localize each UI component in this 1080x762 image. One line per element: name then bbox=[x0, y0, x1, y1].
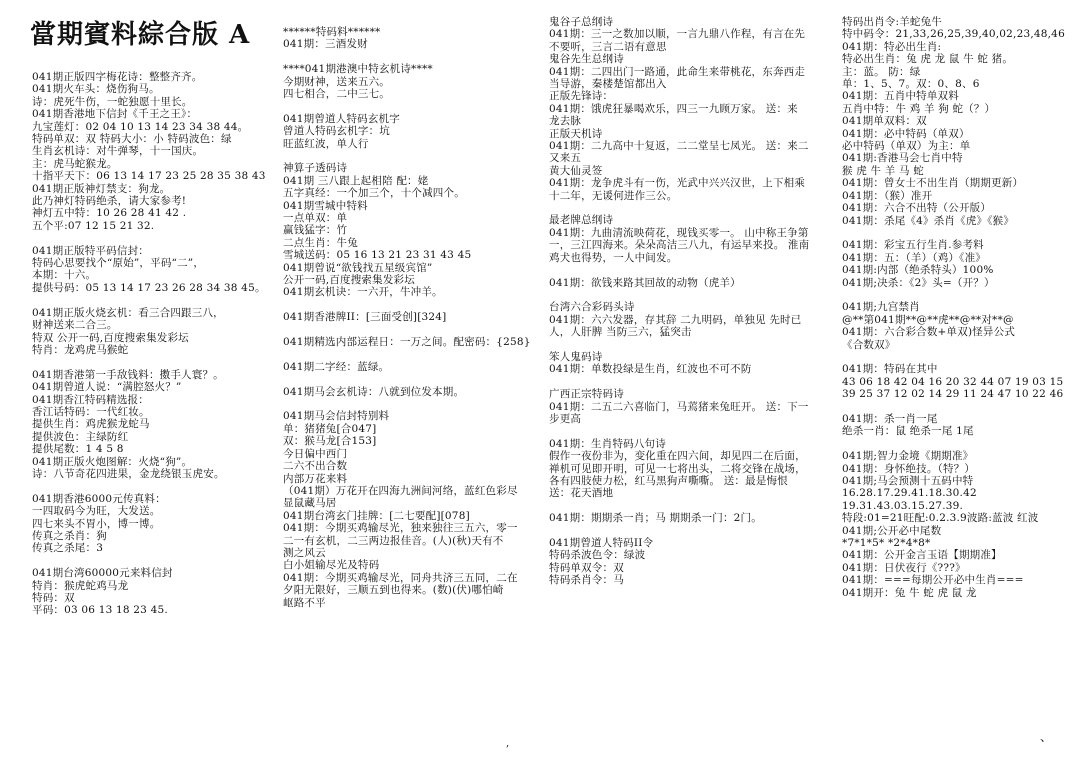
text-line: 十指平天下：06 13 14 17 23 25 28 35 38 43 bbox=[32, 170, 266, 183]
text-line: 必中特码（单双）为主：单 bbox=[842, 140, 971, 153]
text-line: 五个平:07 12 15 21 32. bbox=[32, 219, 155, 232]
text-line: 五肖中特：牛 鸡 羊 狗 蛇（？） bbox=[842, 102, 996, 115]
text-line: 特码：双 bbox=[32, 591, 75, 604]
text-line: 笨人鬼码诗 bbox=[549, 350, 603, 363]
text-line: 041期;决杀：《2》头=（开？） bbox=[842, 276, 995, 289]
spacer bbox=[283, 100, 531, 112]
spacer bbox=[32, 555, 266, 567]
text-line: *7*1*5* *2*4*8* bbox=[842, 536, 931, 549]
spacer bbox=[32, 356, 266, 368]
text-line: 041期雪城中特料 bbox=[283, 199, 368, 212]
text-line: @**第041期**@**虎**@**对**@ bbox=[842, 313, 1014, 326]
text-line: 041期：饿虎狂暴喝欢乐，四三一九顾万家。 送：来 bbox=[549, 102, 798, 115]
text-line: 041期正版神灯禁支：狗龙。 bbox=[32, 182, 171, 195]
text-line: 鬼谷子总纲诗 bbox=[549, 16, 614, 28]
text-line: 此乃神灯特码绝杀，请大家参考! bbox=[32, 195, 187, 208]
text-line: ****041期港澳中特玄机诗**** bbox=[283, 63, 433, 76]
text-line: 公开一码,百度搜索集发彩坛 bbox=[283, 274, 415, 287]
text-line: 单：猪猪兔[合047] bbox=[283, 422, 377, 435]
text-line: 041期：六六发器，存其辞 二九明码，单独见 先时已 bbox=[549, 313, 802, 326]
text-line: 041期：公开金言玉语【期期准】 bbox=[842, 549, 1002, 562]
text-line: 041期：六合彩合数+单双)怪异公式 bbox=[842, 326, 1016, 339]
text-line: 041期：欲钱来路其回故的动物（虎羊） bbox=[549, 276, 741, 289]
text-line: 当导游，秦楼楚馆都出入 bbox=[549, 78, 667, 91]
text-line: 041期香江特码精选报： bbox=[32, 393, 149, 406]
text-line: 一点单双：单 bbox=[283, 212, 348, 225]
text-line: 041期：曾女士不出生肖（期期更新） bbox=[842, 177, 1024, 190]
text-line: 特中码令：21,33,26,25,39,40,02,23,48,46 bbox=[842, 28, 1065, 41]
text-line: 传真之杀肖：狗 bbox=[32, 529, 107, 542]
spacer bbox=[32, 294, 266, 306]
text-line: 不要听，三言二语有意思 bbox=[549, 40, 667, 53]
text-line: 今日偏中西门 bbox=[283, 447, 348, 460]
text-line: 041期：身怀绝技。（特？） bbox=[842, 462, 976, 475]
text-line: 041期：特码在其中 bbox=[842, 363, 938, 376]
text-line: 特码杀肖令：马 bbox=[549, 574, 624, 587]
text-line: 今期财神，送来五六。 bbox=[283, 75, 390, 88]
text-line: 一四取码今为旺，大发送。 bbox=[32, 505, 161, 518]
text-line: 041期：二九高中十复返，二二堂呈七凤光。 送：来二 bbox=[549, 140, 809, 153]
text-line: 又来五 bbox=[549, 152, 582, 165]
text-line: 单：1、5、7。双：0、8、6 bbox=[842, 78, 980, 91]
spacer bbox=[283, 398, 531, 410]
column-4 bbox=[842, 16, 1065, 599]
text-line: 《合数双》 bbox=[842, 338, 896, 351]
text-line: 041期;智力金境《期期准》 bbox=[842, 450, 974, 463]
text-line: 041期马会玄机诗：八就到位发本期。 bbox=[283, 385, 465, 398]
text-line: 特肖：龙鸡虎马猴蛇 bbox=[32, 343, 129, 356]
text-line: 本期：十六。 bbox=[32, 269, 97, 282]
text-line: 神灯五中特：10 26 28 41 42 . bbox=[32, 207, 187, 220]
text-line: 诗：八节奇花四进果，金龙绕银玉虎安。 bbox=[32, 467, 225, 480]
text-line: 041期香港地下信封《千王之王》： bbox=[32, 108, 198, 121]
text-line: 赢钱猛字：竹 bbox=[283, 224, 348, 237]
text-line: 16.28.17.29.41.18.30.42 bbox=[842, 487, 977, 500]
spacer bbox=[283, 299, 531, 311]
scan-mark: 、 bbox=[1040, 730, 1053, 744]
text-line: 041期曾道人说：“满腔怒火？” bbox=[32, 381, 182, 394]
text-line: 041期：日伏夜行《???》 bbox=[842, 561, 966, 574]
text-line: 猴 虎 牛 羊 马 蛇 bbox=[842, 164, 924, 177]
text-line: 041期：二五二六喜临门，马蔫猪来兔旺开。 送：下一 bbox=[549, 400, 809, 413]
text-line: 041期:内部（绝杀特头）100% bbox=[842, 264, 994, 277]
text-line: 041期香港第一手敌钱料：擞手人寰？。 bbox=[32, 368, 224, 381]
text-line: 041期单双料：双 bbox=[842, 115, 927, 128]
text-line: 特码单双：双 特码大小：小 特码波色：绿 bbox=[32, 133, 232, 146]
text-line: 041期：三酒发财 bbox=[283, 38, 368, 51]
text-line: 绝杀一肖：鼠 绝杀一尾 1尾 bbox=[842, 425, 974, 438]
text-line: 041期曾道人特码II令 bbox=[549, 536, 654, 549]
text-line: 平码：03 06 13 18 23 45. bbox=[32, 604, 168, 617]
text-line: 十二年，无谖何进作三公。 bbox=[549, 189, 678, 202]
text-line: （041期）万花开在四海九洲间河络，蓝红色彩尽 bbox=[283, 484, 518, 497]
text-line: 041期：五：（羊）（鸡）《准》 bbox=[842, 251, 986, 264]
text-line: 43 06 18 42 04 16 20 32 44 07 19 03 15 bbox=[842, 375, 1064, 388]
text-line: 最老牌总纲诗 bbox=[549, 214, 614, 227]
text-line: 白小姐输尽光及特码 bbox=[283, 559, 380, 572]
text-line: 041期曾道人特码玄机字 bbox=[283, 112, 400, 125]
text-line: 特码杀波色令：绿波 bbox=[549, 549, 646, 562]
text-line: 禅机可见即开明，可见一七将出头，二将交锋在战场， bbox=[549, 462, 806, 475]
text-line: 正版天机诗 bbox=[549, 127, 603, 140]
text-line: 香江话特码：一代红妆。 bbox=[32, 405, 150, 418]
text-line: 显鼠藏马居 bbox=[283, 497, 337, 510]
text-line: 041期正版火炮图解：火烧“狗”。 bbox=[32, 455, 193, 468]
spacer bbox=[842, 289, 1065, 301]
text-line: 提供号码：05 13 14 17 23 26 28 34 38 45。 bbox=[32, 281, 266, 294]
text-line: 神算子透码诗 bbox=[283, 162, 348, 175]
text-line: 19.31.43.03.15.27.39. bbox=[842, 499, 964, 512]
text-line: 041期：生肖特码八句诗 bbox=[549, 437, 666, 450]
text-line: 041期精选内部运程日：一万之间。配密码：{258} bbox=[283, 336, 531, 349]
text-line: 生肖玄机诗：对牛弹琴，十一国庆。 bbox=[32, 145, 204, 158]
text-line: 四七相合，二中三七。 bbox=[283, 88, 390, 101]
spacer bbox=[549, 289, 809, 301]
text-line: 诗：虎死牛伤，一蛇独愿十里长。 bbox=[32, 95, 193, 108]
spacer bbox=[549, 425, 809, 437]
spacer bbox=[842, 227, 1065, 239]
text-line: 041期:香港马会七肖中特 bbox=[842, 152, 963, 165]
text-line: 041期：（猴）准开 bbox=[842, 189, 933, 202]
spacer bbox=[32, 480, 266, 492]
text-line: 041期正版火烧玄机：看三合四跟三八， bbox=[32, 306, 224, 319]
column-1 bbox=[32, 71, 266, 617]
spacer bbox=[283, 324, 531, 336]
text-line: 鬼谷先生总纲诗 bbox=[549, 53, 624, 66]
text-line: 041期：九曲清流映荷花，现钱买零一。 山中称王争第 bbox=[549, 226, 809, 239]
spacer bbox=[549, 376, 809, 388]
page-title: 當期賓料綜合版 A bbox=[30, 20, 251, 50]
text-line: 步更高 bbox=[549, 412, 582, 425]
text-line: 广西正宗特码诗 bbox=[549, 388, 624, 401]
text-line: 九宝莲灯：02 04 10 13 14 23 34 38 44。 bbox=[32, 120, 249, 133]
text-line: 041期：特必出生肖: bbox=[842, 40, 942, 53]
text-line: 041期：龙争虎斗有一伤，光武中兴兴汉世，上下相乘 bbox=[549, 177, 806, 190]
text-line: 041期：五肖中特单双料 bbox=[842, 90, 959, 103]
text-line: 鸡犬也得势，一人中间发。 bbox=[549, 251, 678, 264]
text-line: 主：虎马蛇猴龙。 bbox=[32, 157, 118, 170]
text-line: 人，人肝脾 当防三六，猛突击 bbox=[549, 326, 692, 339]
text-line: 特码心思要找个“原始”，平码“二”， bbox=[32, 257, 205, 270]
spacer bbox=[549, 525, 809, 537]
text-line: 041期：今期买鸡输尽光，独来独往三五六，零一 bbox=[283, 522, 518, 535]
text-line: 041期正版四字梅花诗：整整齐齐。 bbox=[32, 71, 203, 83]
text-line: 台湾六合彩码头诗 bbox=[549, 301, 635, 314]
spacer bbox=[549, 339, 809, 351]
text-line: 特段:01=21旺配:0.2.3.9波路:蓝波 红波 bbox=[842, 512, 1039, 525]
text-line: 041期：六合不出特（公开版） bbox=[842, 202, 992, 215]
text-line: 特码出肖令:羊蛇兔牛 bbox=[842, 16, 943, 28]
text-line: 041期香港6000元传真料： bbox=[32, 492, 166, 505]
text-line: 各有四肢使力松，红马黑狗声嘶嘶。 送：最是悔恨 bbox=[549, 474, 788, 487]
text-line: 041期香港牌II：[三面受创][324] bbox=[283, 311, 447, 324]
text-line: 041期二字经：蓝绿。 bbox=[283, 360, 390, 373]
text-line: 送：花天酒地 bbox=[549, 487, 614, 500]
text-line: 041期：必中特码（单双） bbox=[842, 127, 970, 140]
spacer bbox=[283, 373, 531, 385]
text-line: 黄大仙灵签 bbox=[549, 164, 603, 177]
text-line: 041期：今期买鸡输尽光，同舟共济三五同，二在 bbox=[283, 571, 518, 584]
text-line: 041期;马会预测十五码中特 bbox=[842, 474, 974, 487]
text-line: 39 25 37 12 02 14 29 11 24 47 10 22 46 bbox=[842, 388, 1064, 401]
text-line: 041期：三一之数加以顺，一言九鼎八作程，有言在先 bbox=[549, 28, 806, 41]
text-line: 提供尾数：1 4 5 8 bbox=[32, 443, 124, 456]
spacer bbox=[283, 51, 531, 63]
spacer bbox=[549, 264, 809, 276]
text-line: 五字真经：一个加三个，十个减四个。 bbox=[283, 187, 465, 200]
text-line: ******特码料****** bbox=[283, 26, 381, 38]
text-line: 特必出生肖：兔 虎 龙 鼠 牛 蛇 猪。 bbox=[842, 53, 1014, 66]
text-line: 岖路不平 bbox=[283, 596, 326, 609]
spacer bbox=[842, 438, 1065, 450]
text-line: 041期：杀尾《4》杀肖《虎》《猴》 bbox=[842, 214, 1015, 227]
text-line: 041期台湾玄门挂牌：[二七要配][078] bbox=[283, 509, 470, 522]
text-line: 提供波色：主绿防红 bbox=[32, 430, 129, 443]
text-line: 041期：彩宝五行生肖.参考料 bbox=[842, 239, 984, 252]
text-line: 041期开：兔 牛 蛇 虎 鼠 龙 bbox=[842, 586, 977, 599]
text-line: 041期：期期杀一肖；马 期期杀一门：2门。 bbox=[549, 512, 762, 525]
text-line: 二点生肖：牛兔 bbox=[283, 236, 358, 249]
column-3 bbox=[549, 16, 809, 587]
text-line: 财神送来二合三。 bbox=[32, 319, 118, 332]
text-line: 雪城送码：05 16 13 21 23 31 43 45 bbox=[283, 249, 472, 262]
text-line: 主：蓝。 防：绿 bbox=[842, 65, 921, 78]
spacer bbox=[283, 150, 531, 162]
text-line: 041期：单数投绿是生肖，红波也不可不防 bbox=[549, 363, 752, 376]
text-line: 041期：二四出门一路通，此命生来带桃花，东奔西走 bbox=[549, 65, 806, 78]
text-line: 传真之杀尾：3 bbox=[32, 542, 104, 555]
text-line: 正版先锋诗： bbox=[549, 90, 614, 103]
text-line: 内部万花来料 bbox=[283, 472, 348, 485]
text-line: 041期玄机诀：一六开，牛冲羊。 bbox=[283, 286, 443, 299]
text-line: 041期台湾60000元来料信封 bbox=[32, 567, 173, 580]
text-line: 夕阳无限好，三顺五到也得来。(数)(伏)哪怕崎 bbox=[283, 584, 504, 597]
text-line: 041期;九宫禁肖 bbox=[842, 301, 920, 314]
text-line: 提供生肖：鸡虎猴龙蛇马 bbox=[32, 418, 150, 431]
text-line: 一，三江四海来。朵朵高洁三八九，有运早来投。 淮南 bbox=[549, 239, 810, 252]
scan-mark: , bbox=[506, 738, 510, 749]
text-line: 041期：杀一肖一尾 bbox=[842, 412, 938, 425]
text-line: 测之风云 bbox=[283, 546, 326, 559]
spacer bbox=[32, 232, 266, 244]
text-line: 曾道人特码玄机字：坑 bbox=[283, 125, 390, 138]
text-line: 特双 公开一码,百度搜索集发彩坛 bbox=[32, 331, 189, 344]
text-line: 特肖：猴虎蛇鸡马龙 bbox=[32, 579, 129, 592]
spacer bbox=[549, 202, 809, 214]
text-line: 四七来头不胃小，博一博。 bbox=[32, 517, 161, 530]
text-line: 041期;公开必中尾数 bbox=[842, 524, 942, 537]
text-line: 二一有玄机，二三两边报佳音。(人)(秋)天有不 bbox=[283, 534, 504, 547]
text-line: 二六不出合数 bbox=[283, 460, 348, 473]
text-line: 特码单双令：双 bbox=[549, 561, 624, 574]
spacer bbox=[549, 500, 809, 512]
spacer bbox=[283, 348, 531, 360]
text-line: 假作一夜份非为，变化重在四六间，却见四二在后面， bbox=[549, 450, 806, 463]
text-line: 龙去脉 bbox=[549, 115, 582, 128]
spacer bbox=[842, 351, 1065, 363]
text-line: 旺蓝红波，单人行 bbox=[283, 137, 369, 150]
text-line: 041期马会信封特别料 bbox=[283, 410, 390, 423]
text-line: 041期火车头：烧伤狗马。 bbox=[32, 83, 160, 96]
text-line: 041期：===每期公开必中生肖=== bbox=[842, 574, 1024, 587]
text-line: 041期正版特平码信封： bbox=[32, 244, 149, 257]
text-line: 041期 三八跟上起相陪 配：姥 bbox=[283, 174, 429, 187]
spacer bbox=[842, 401, 1065, 413]
text-line: 041期曾说“欲钱找五星级宾馆” bbox=[283, 261, 433, 274]
text-line: 双：猴马龙[合153] bbox=[283, 435, 377, 448]
column-2 bbox=[283, 26, 531, 609]
